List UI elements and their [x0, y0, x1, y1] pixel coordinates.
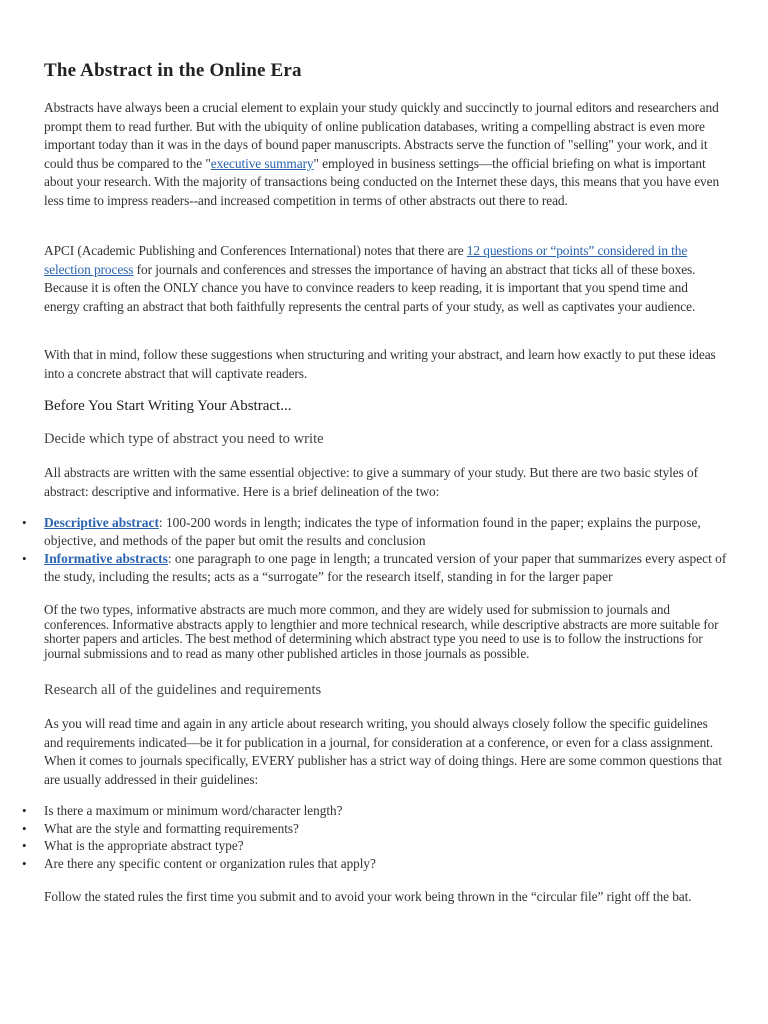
bullet-icon: • — [22, 820, 27, 836]
bullet-icon: • — [22, 838, 27, 853]
executive-summary-link[interactable]: executive summary — [210, 155, 314, 171]
question-text: What are the style and formatting requirements? — [44, 820, 299, 836]
before-writing-heading: Before You Start Writing Your Abstract... — [44, 398, 292, 414]
bullet-icon: • — [22, 803, 27, 818]
abstract-types-intro: All abstracts are written with the same essential objective: to give a summary of your study. But there are two basic styles of abstract: descriptive and informative. Here is a brief delineation of the two: — [44, 465, 698, 499]
informative-abstracts-link[interactable]: Informative abstracts — [44, 551, 168, 566]
list-item — [22, 855, 734, 873]
question-text: Is there a maximum or minimum word/character length? — [44, 803, 343, 818]
list-item — [22, 837, 734, 855]
article-title: The Abstract in the Online Era — [44, 60, 302, 81]
two-types-paragraph: Of the two types, informative abstracts are much more common, and they are widely used for submission to journals and conferences. Informative abstracts apply to lengthier and more technical research, while descriptive abstracts are more suitable for shorter papers and articles. The best method of determining which abstract type you need to use is to follow the instructions for journal submissions and to read as many other published articles in those journals as possible. — [44, 602, 719, 661]
question-text: What is the appropriate abstract type? — [44, 838, 244, 853]
descriptive-abstract-desc: : 100-200 words in length; indicates the type of information found in the paper; explains the purpose, objective, and methods of the paper but omit the results and conclusion — [44, 515, 701, 548]
apci-paragraph — [44, 242, 724, 316]
guideline-questions-list — [22, 802, 734, 872]
selection-process-link[interactable]: 12 questions or “points” considered in the selection process — [44, 243, 688, 277]
research-guidelines-heading: Research all of the guidelines and requirements — [44, 682, 322, 698]
intro-text-1: Abstracts have always been a crucial element to explain your study quickly and succinctly to journal editors and researchers and prompt them to read further. But with the ubiquity of online publication databases, writing a compelling abstract is even more important today than it was in the days of bound paper manuscripts. Abstracts serve the function of "selling" your work, and it could thus be compared to the " — [44, 100, 719, 171]
guidelines-paragraph: As you will read time and again in any article about research writing, you should always closely follow the specific guidelines and requirements indicated—be it for publication in a journal, for consideration at a conference, or even for a class assignment. When it comes to journals specifically, EVERY publisher has a strict way of doing things. Here are some common questions that are usually addressed in their guidelines: — [44, 716, 722, 787]
abstract-type-heading: Decide which type of abstract you need to write — [44, 431, 324, 447]
bullet-icon: • — [22, 855, 27, 871]
apci-text-1: APCI (Academic Publishing and Conferences International) notes that there are — [44, 243, 467, 258]
list-item — [22, 820, 734, 838]
list-item — [22, 802, 734, 820]
bullet-icon: • — [22, 515, 27, 530]
abstract-type-list — [22, 514, 734, 585]
bullet-icon: • — [22, 551, 27, 566]
list-item — [22, 550, 734, 585]
intro-paragraph — [44, 99, 724, 211]
closing-paragraph: Follow the stated rules the first time you submit and to avoid your work being thrown in the “circular file” right off the bat. — [44, 889, 692, 904]
apci-text-2: for journals and conferences and stresses the importance of having an abstract that ticks all of these boxes. Because it is often the ONLY chance you have to convince readers to keep reading, it is important that you spend time and energy crafting an abstract that both faithfully represents the central parts of your study, as well as captivates your audience. — [44, 261, 696, 314]
descriptive-abstract-link[interactable]: Descriptive abstract — [44, 515, 159, 530]
informative-abstracts-desc: : one paragraph to one page in length; a truncated version of your paper that summarizes every aspect of the study, including the results; acts as a “surrogate” for the research itself, standing in for the larger paper — [44, 551, 727, 584]
intro-text-2: " employed in business settings—the official briefing on what is important about your research. With the majority of transactions being conducted on the Internet these days, this means that you have even less time to impress readers--and increased competition in terms of other abstracts out there to read. — [44, 155, 720, 208]
list-item — [22, 514, 734, 549]
suggestions-paragraph: With that in mind, follow these suggestions when structuring and writing your abstract, and learn how exactly to put these ideas into a concrete abstract that will captivate readers. — [44, 347, 716, 381]
question-text: Are there any specific content or organization rules that apply? — [44, 855, 376, 871]
